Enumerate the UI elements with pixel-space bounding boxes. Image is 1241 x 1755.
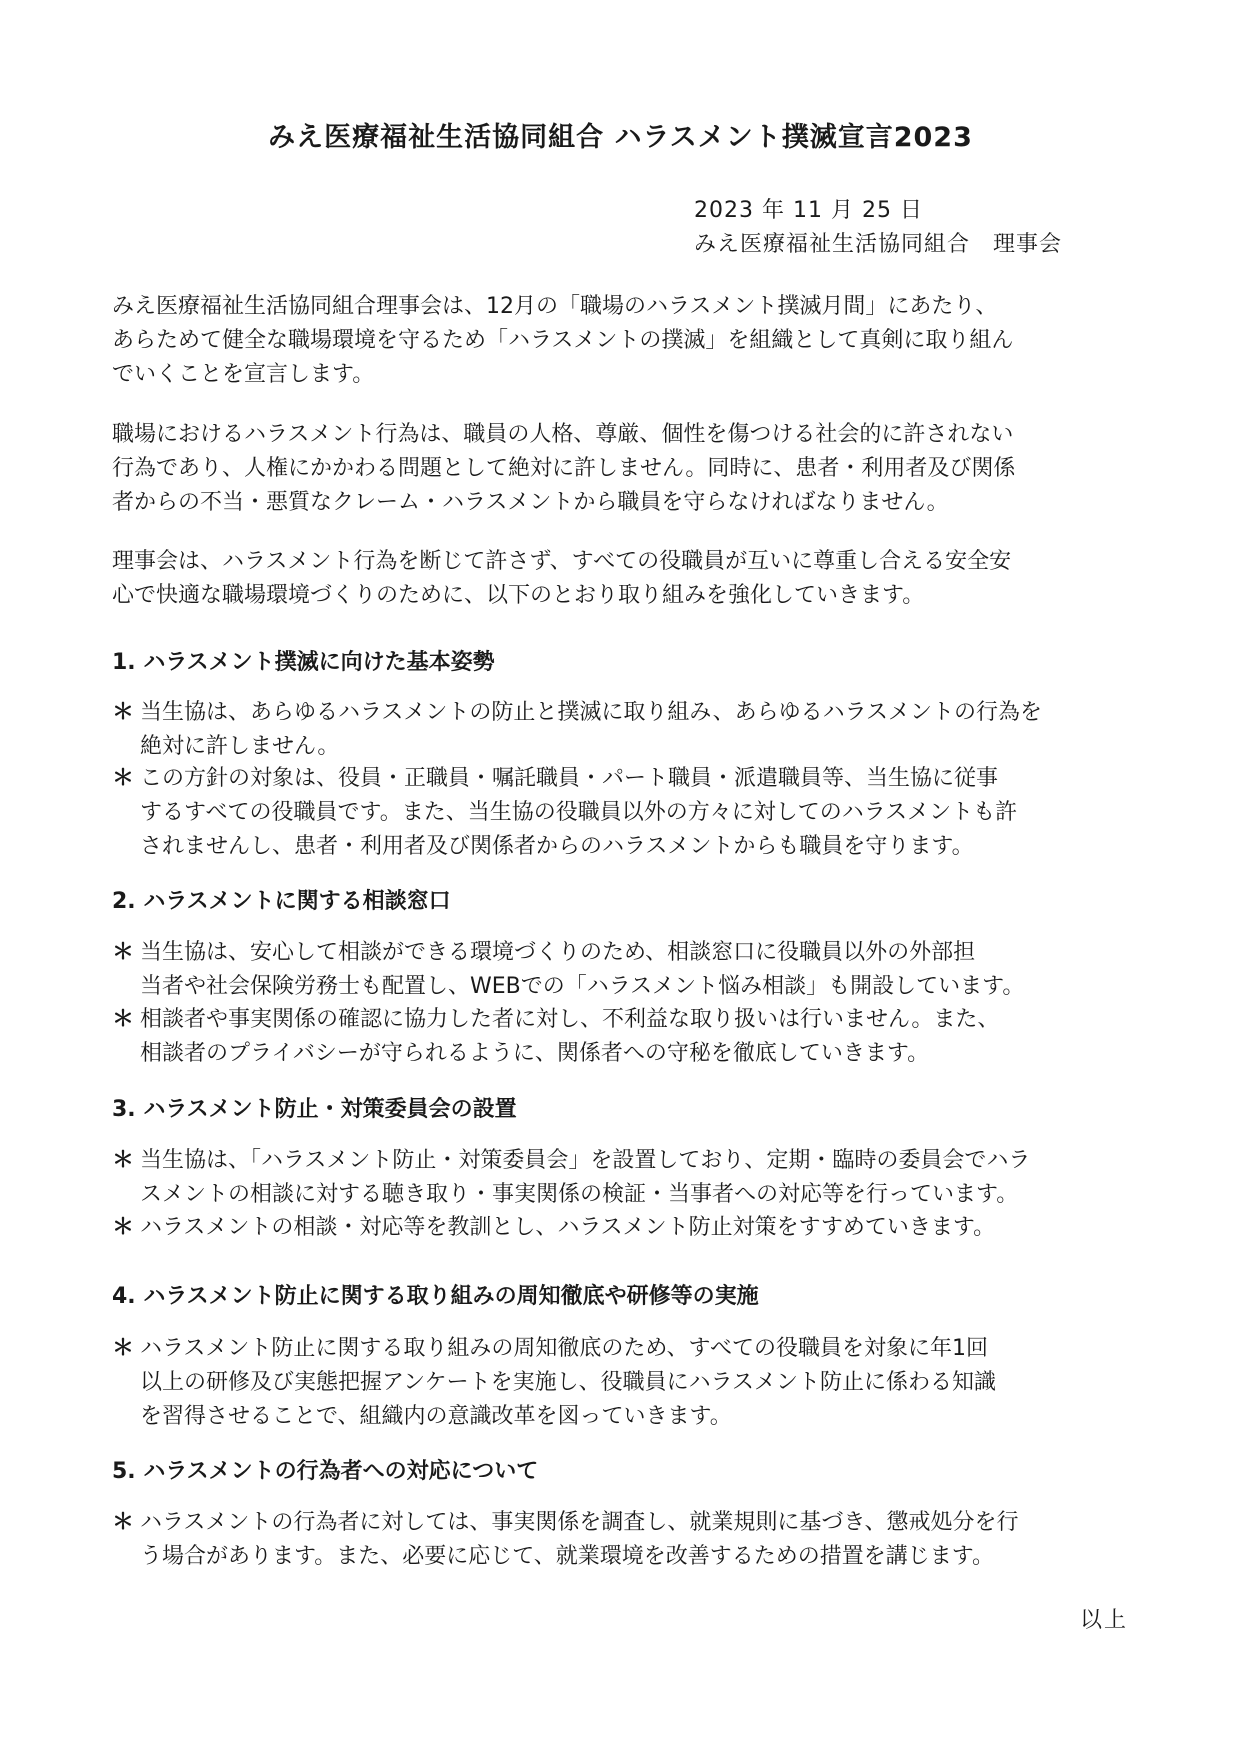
bullet-line: ハラスメントの行為者に対しては、事実関係を調査し、就業規則に基づき、懲戒処分を行	[140, 1510, 1019, 1535]
paragraph-line: 職場におけるハラスメント行為は、職員の人格、尊厳、個性を傷つける社会的に許されない	[112, 422, 1014, 447]
bullet-line: 以上の研修及び実態把握アンケートを実施し、役職員にハラスメント防止に係わる知識	[140, 1370, 997, 1395]
bullet-line: するすべての役職員です。また、当生協の役職員以外の方々に対してのハラスメントも許	[140, 800, 1018, 825]
section-1-heading: 1. ハラスメント撲滅に向けた基本姿勢	[112, 650, 495, 675]
section-4-bullet-1	[112, 1332, 1132, 1434]
bullet-line: 絶対に許しません。	[140, 734, 340, 759]
bullet-line: を習得させることで、組織内の意識改革を図っていきます。	[140, 1404, 732, 1429]
bullet-line: ハラスメント防止に関する取り組みの周知徹底のため、すべての役職員を対象に年1回	[140, 1336, 989, 1361]
bullet-line: この方針の対象は、役員・正職員・嘱託職員・パート職員・派遣職員等、当生協に従事	[140, 766, 999, 791]
bullet-line: されませんし、患者・利用者及び関係者からのハラスメントからも職員を守ります。	[140, 834, 974, 859]
paragraph-line: みえ医療福祉生活協同組合理事会は、12月の「職場のハラスメント撲滅月間」にあたり、	[112, 294, 998, 319]
bullet-line: 当生協は、あらゆるハラスメントの防止と撲滅に取り組み、あらゆるハラスメントの行為を	[140, 700, 1043, 725]
closing-text: 以上	[1080, 1608, 1129, 1633]
section-2-bullet-1	[112, 936, 1132, 1004]
section-1-bullet-1	[112, 696, 1132, 764]
document-author: みえ医療福祉生活協同組合 理事会	[694, 232, 1063, 257]
paragraph-line: 心で快適な職場環境づくりのために、以下のとおり取り組みを強化していきます。	[112, 583, 925, 608]
bullet-mark: ＊	[112, 1336, 135, 1361]
section-2-bullet-2	[112, 1003, 1132, 1071]
bullet-line: 相談者のプライバシーが守られるように、関係者への守秘を徹底していきます。	[140, 1041, 930, 1066]
document-meta	[694, 194, 1062, 262]
bullet-line: ハラスメントの相談・対応等を教訓とし、ハラスメント防止対策をすすめていきます。	[140, 1215, 996, 1240]
bullet-mark: ＊	[112, 1215, 135, 1240]
bullet-line: う場合があります。また、必要に応じて、就業環境を改善するための措置を講じます。	[140, 1544, 995, 1569]
bullet-mark: ＊	[112, 1148, 135, 1173]
section-1-bullet-2	[112, 762, 1132, 864]
paragraph-line: あらためて健全な職場環境を守るため「ハラスメントの撲滅」を組織として真剣に取り組ん	[112, 328, 1014, 353]
paragraph-line: 理事会は、ハラスメント行為を断じて許さず、すべての役職員が互いに尊重し合える安全安	[112, 549, 1012, 574]
bullet-line: 当生協は、安心して相談ができる環境づくりのため、相談窓口に役職員以外の外部担	[140, 940, 976, 965]
paragraph-line: 者からの不当・悪質なクレーム・ハラスメントから職員を守らなければなりません。	[112, 490, 949, 515]
paragraph-line: でいくことを宣言します。	[112, 362, 375, 387]
paragraph-line: 行為であり、人権にかかわる問題として絶対に許しません。同時に、患者・利用者及び関係	[112, 456, 1016, 481]
bullet-mark: ＊	[112, 700, 135, 725]
section-5-bullet-1	[112, 1506, 1132, 1574]
bullet-mark: ＊	[112, 766, 135, 791]
bullet-line: 当者や社会保険労務士も配置し、WEBでの「ハラスメント悩み相談」も開設しています。	[140, 974, 1025, 999]
document-title: みえ医療福祉生活協同組合 ハラスメント撲滅宣言2023	[268, 122, 973, 153]
section-4-heading: 4. ハラスメント防止に関する取り組みの周知徹底や研修等の実施	[112, 1284, 759, 1309]
bullet-line: 当生協は、「ハラスメント防止・対策委員会」を設置しており、定期・臨時の委員会でハラ	[140, 1148, 1031, 1173]
section-2-heading: 2. ハラスメントに関する相談窓口	[112, 889, 451, 914]
bullet-mark: ＊	[112, 1510, 135, 1535]
bullet-line: スメントの相談に対する聴き取り・事実関係の検証・当事者への対応等を行っています。	[140, 1182, 1019, 1207]
bullet-mark: ＊	[112, 940, 135, 965]
section-3-heading: 3. ハラスメント防止・対策委員会の設置	[112, 1097, 517, 1122]
bullet-line: 相談者や事実関係の確認に協力した者に対し、不利益な取り扱いは行いません。また、	[140, 1007, 1000, 1032]
section-3-bullet-2	[112, 1211, 1132, 1245]
document-date: 2023 年 11 月 25 日	[694, 198, 923, 223]
intro-paragraph-3	[112, 545, 1132, 613]
section-5-heading: 5. ハラスメントの行為者への対応について	[112, 1459, 539, 1484]
intro-paragraph-1	[112, 290, 1132, 392]
section-3-bullet-1	[112, 1144, 1132, 1212]
intro-paragraph-2	[112, 418, 1132, 520]
bullet-mark: ＊	[112, 1007, 135, 1032]
